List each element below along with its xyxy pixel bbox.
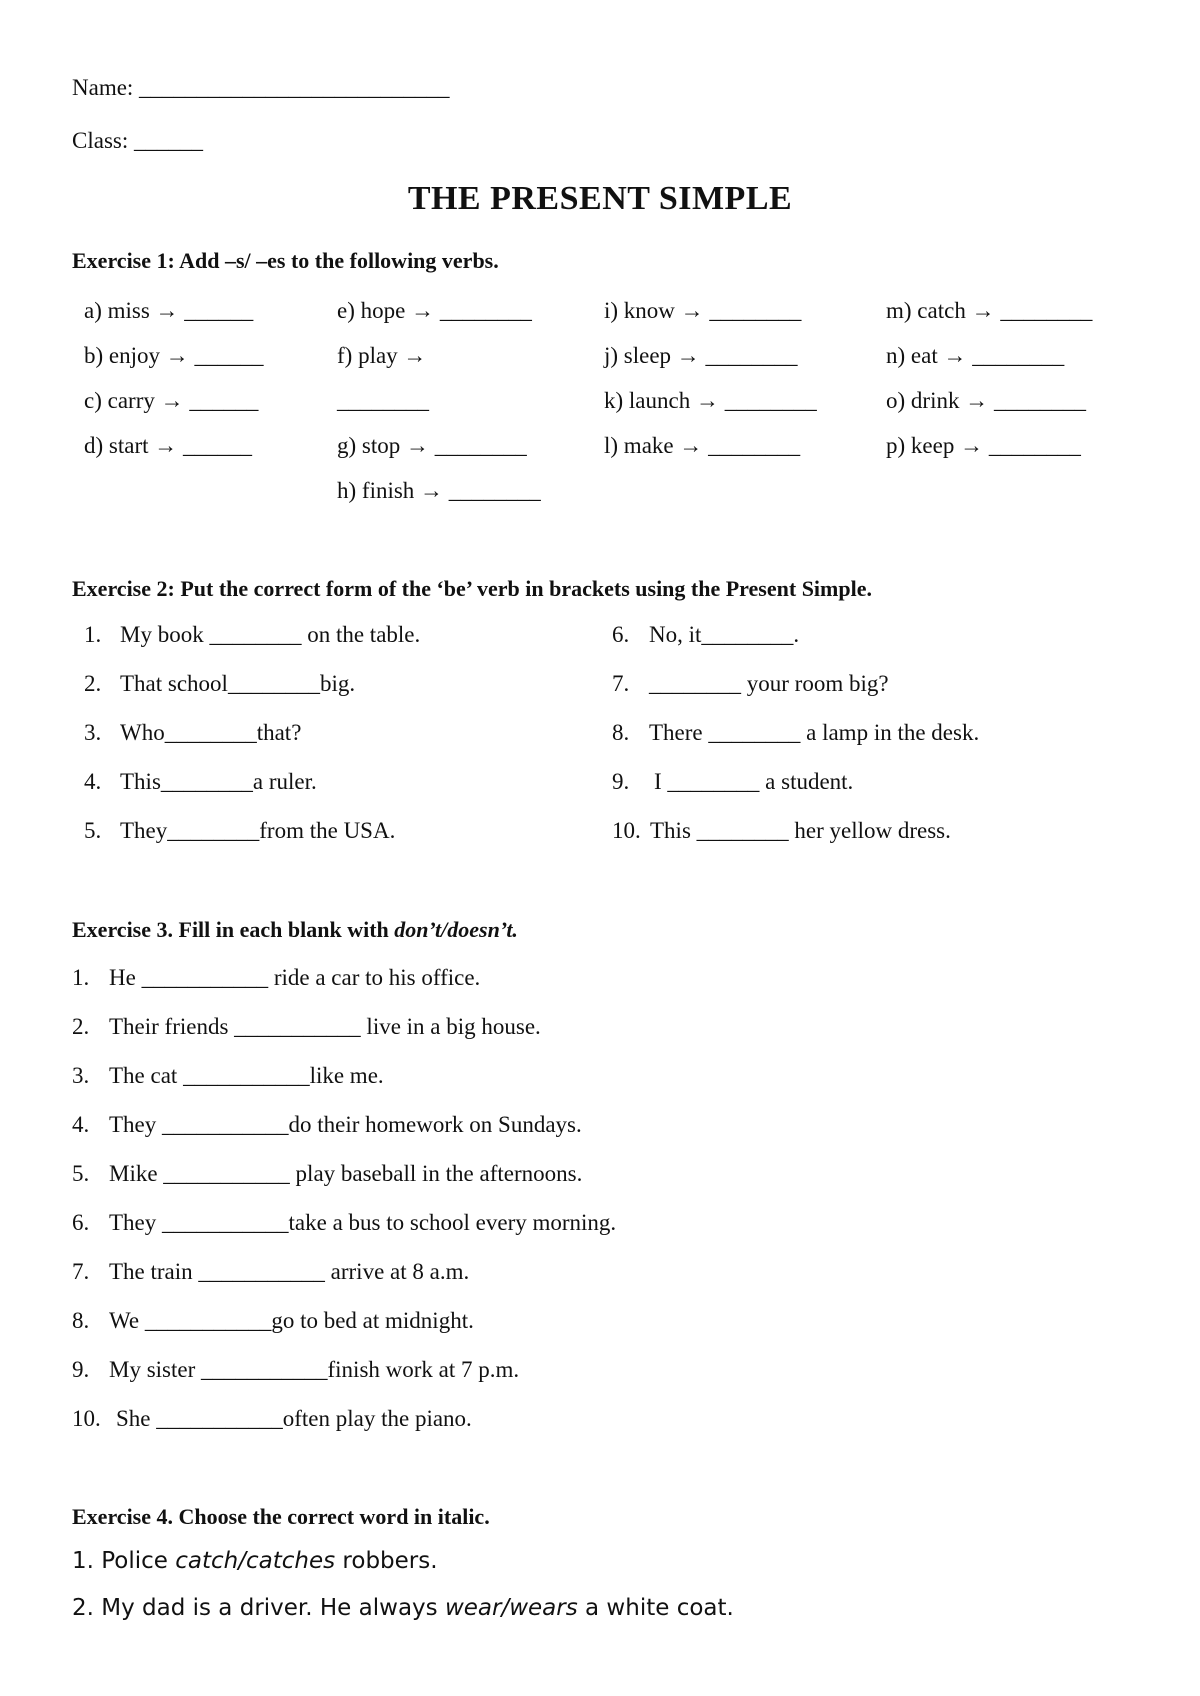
- item-text: Who________that?: [120, 720, 302, 745]
- list-item: [84, 720, 301, 746]
- item-number: 1.: [84, 622, 102, 647]
- list-item: [72, 1259, 469, 1285]
- list-item: [72, 965, 480, 991]
- list-item: [84, 769, 317, 795]
- item-text: They ___________take a bus to school every morning.: [109, 1210, 617, 1235]
- list-item: [72, 1357, 519, 1383]
- heading-italic-text: don’t/doesn’t.: [394, 917, 518, 942]
- exercise-4-heading: Exercise 4. Choose the correct word in italic.: [72, 1504, 490, 1529]
- ex1-item-l: l) make → ________: [604, 433, 801, 458]
- ex1-item-o: o) drink → ________: [886, 388, 1086, 413]
- list-item: [72, 1548, 438, 1574]
- item-text: ________ your room big?: [649, 671, 889, 696]
- item-number: 7.: [612, 671, 630, 696]
- item-number: 5.: [84, 818, 102, 843]
- list-item: [84, 622, 420, 648]
- item-number: 1.: [72, 965, 90, 990]
- item-italic-choice: wear/wears: [444, 1595, 578, 1621]
- item-text: We ___________go to bed at midnight.: [109, 1308, 474, 1333]
- ex1-item-n: n) eat → ________: [886, 343, 1065, 368]
- item-text: robbers.: [335, 1548, 438, 1574]
- list-item: [72, 1308, 474, 1334]
- ex1-item-a: a) miss → ______: [84, 298, 254, 323]
- item-text: The cat ___________like me.: [109, 1063, 384, 1088]
- ex1-item-m: m) catch → ________: [886, 298, 1093, 323]
- item-number: 7.: [72, 1259, 90, 1284]
- list-item: [72, 1014, 541, 1040]
- list-item: [72, 1063, 384, 1089]
- item-number: 4.: [72, 1112, 90, 1137]
- item-text: He ___________ ride a car to his office.: [109, 965, 481, 990]
- item-text: 1. Police: [72, 1548, 176, 1574]
- item-number: 10.: [72, 1406, 101, 1431]
- list-item: [84, 818, 395, 844]
- item-number: 10.: [612, 818, 641, 843]
- item-text: My book ________ on the table.: [120, 622, 421, 647]
- item-number: 8.: [72, 1308, 90, 1333]
- item-text: No, it________.: [649, 622, 800, 647]
- item-text: Mike ___________ play baseball in the afternoons.: [109, 1161, 583, 1186]
- ex1-item-g: g) stop → ________: [337, 433, 527, 458]
- item-number: 6.: [72, 1210, 90, 1235]
- item-number: 2.: [84, 671, 102, 696]
- list-item: [72, 1406, 472, 1432]
- list-item: [72, 1210, 616, 1236]
- list-item: [612, 769, 853, 795]
- ex1-item-i: i) know → ________: [604, 298, 802, 323]
- list-item: [612, 818, 951, 844]
- heading-text: Exercise 3. Fill in each blank with: [72, 917, 395, 942]
- item-number: 4.: [84, 769, 102, 794]
- item-text: That school________big.: [120, 671, 356, 696]
- item-number: 2.: [72, 1014, 90, 1039]
- list-item: [84, 671, 355, 697]
- exercise-1-heading: Exercise 1: Add –s/ –es to the following verbs.: [72, 248, 499, 273]
- list-item: [612, 671, 889, 697]
- class-field-label: Class: ______: [72, 128, 203, 153]
- list-item: [612, 720, 979, 746]
- item-italic-choice: catch/catches: [175, 1548, 336, 1574]
- item-text: This________a ruler.: [120, 769, 317, 794]
- item-number: 3.: [72, 1063, 90, 1088]
- item-text: This ________ her yellow dress.: [650, 818, 951, 843]
- ex1-item-p: p) keep → ________: [886, 433, 1081, 458]
- item-text: Their friends ___________ live in a big house.: [109, 1014, 541, 1039]
- exercise-3-heading: [72, 917, 518, 943]
- item-number: 6.: [612, 622, 630, 647]
- list-item: [72, 1595, 734, 1621]
- list-item: [72, 1112, 582, 1138]
- item-number: 9.: [612, 769, 630, 794]
- ex1-item-h: h) finish → ________: [337, 478, 541, 503]
- item-number: 8.: [612, 720, 630, 745]
- ex1-item-b: b) enjoy → ______: [84, 343, 264, 368]
- item-text: She ___________often play the piano.: [116, 1406, 472, 1431]
- item-text: There ________ a lamp in the desk.: [649, 720, 980, 745]
- ex1-item-e: e) hope → ________: [337, 298, 532, 323]
- list-item: [612, 622, 799, 648]
- item-text: I ________ a student.: [654, 769, 854, 794]
- ex1-item-d: d) start → ______: [84, 433, 253, 458]
- ex1-item-f: f) play →: [337, 343, 427, 368]
- list-item: [72, 1161, 582, 1187]
- item-text: My sister ___________finish work at 7 p.m.: [109, 1357, 520, 1382]
- exercise-2-heading: Exercise 2: Put the correct form of the ‘be’ verb in brackets using the Present Simple.: [72, 576, 872, 601]
- item-number: 5.: [72, 1161, 90, 1186]
- name-field-label: Name: ___________________________: [72, 75, 450, 100]
- page-title: THE PRESENT SIMPLE: [407, 180, 793, 217]
- item-number: 3.: [84, 720, 102, 745]
- ex1-item-j: j) sleep → ________: [604, 343, 798, 368]
- item-text: They ___________do their homework on Sundays.: [109, 1112, 582, 1137]
- ex1-item-k: k) launch → ________: [604, 388, 817, 413]
- item-text: a white coat.: [577, 1595, 734, 1621]
- ex1-item-c: c) carry → ______: [84, 388, 259, 413]
- item-text: 2. My dad is a driver. He always: [72, 1595, 445, 1621]
- item-text: The train ___________ arrive at 8 a.m.: [109, 1259, 470, 1284]
- item-text: They________from the USA.: [120, 818, 396, 843]
- ex1-item-f-blank: ________: [337, 388, 429, 413]
- item-number: 9.: [72, 1357, 90, 1382]
